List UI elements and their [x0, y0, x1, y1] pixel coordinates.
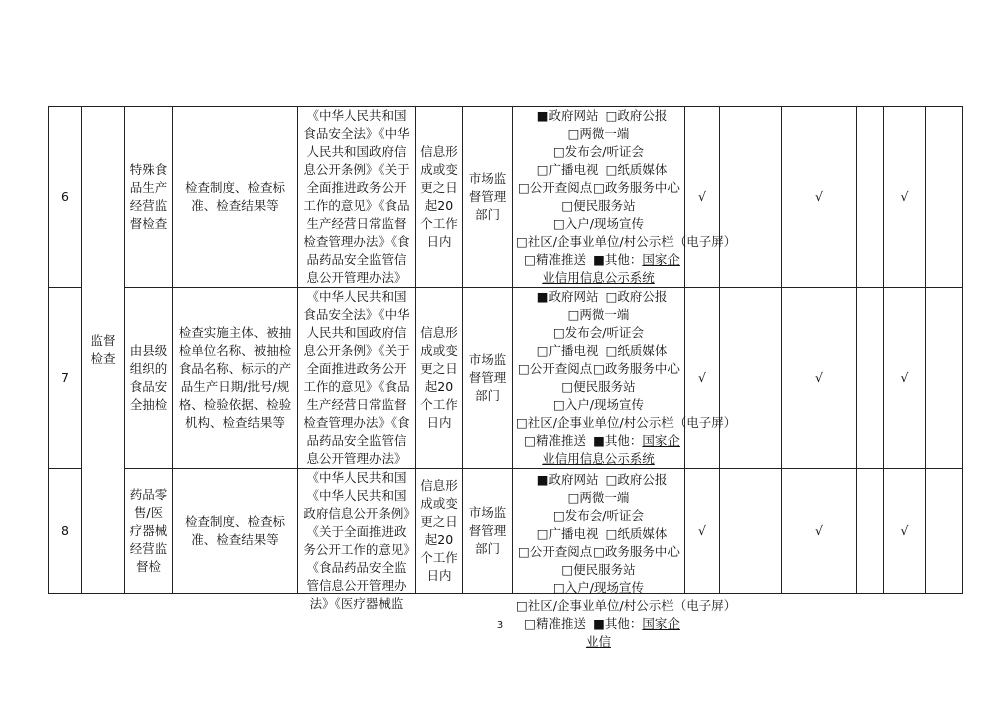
check-col-4: [857, 107, 884, 288]
channel-broadcast: □广播电视: [536, 343, 599, 358]
channel-service-center: □政务服务中心: [593, 544, 680, 559]
channel-two-micro: □两微一端: [567, 126, 630, 141]
channel-broadcast: □广播电视: [536, 162, 599, 177]
channel-gov-site: ■政府网站: [536, 289, 599, 304]
channel-other-label: ■其他：: [593, 616, 643, 631]
check-col-1: √: [685, 107, 720, 288]
basis-text: 《中华人民共和国政府信息公开条例》《关于全面推进政务公开工作的意见》《食品药品安全监管信息公开管理办法》《医疗器械监: [303, 488, 410, 611]
page-number: 3: [496, 620, 504, 631]
check-col-5: √: [884, 469, 926, 594]
channel-gov-site: ■政府网站: [536, 472, 599, 487]
channel-community: □社区/企事业单位/村公示栏（电子屏）: [516, 234, 737, 249]
check-col-5: √: [884, 107, 926, 288]
channel-gov-bulletin: □政府公报: [605, 289, 668, 304]
channel-paper: □纸质媒体: [605, 343, 668, 358]
channel-paper: □纸质媒体: [605, 162, 668, 177]
channel-convenience: □便民服务站: [561, 198, 636, 213]
check-col-5: √: [884, 288, 926, 469]
item-name: 由县级组织的食品安全抽检: [125, 288, 173, 469]
check-col-1: √: [685, 288, 720, 469]
channel-precise: □精准推送: [524, 252, 586, 267]
check-col-3: √: [782, 469, 857, 594]
check-col-1: √: [685, 469, 720, 594]
channel-other-value: 国家企业信用信息公示系统: [542, 252, 680, 285]
category-cell: [82, 107, 125, 594]
channel-press: □发布会/听证会: [552, 144, 645, 159]
channel-convenience: □便民服务站: [561, 379, 636, 394]
channel-community: □社区/企事业单位/村公示栏（电子屏）: [516, 415, 737, 430]
channel-broadcast: □广播电视: [536, 526, 599, 541]
disclosure-channels: [513, 107, 737, 288]
item-name: 药品零售/医疗器械经营监督检: [125, 469, 173, 594]
disclosure-content: 检查实施主体、被抽检单位名称、被抽检食品名称、标示的产品生产日期/批号/规格、检验依据、检验机构、检查结果等: [173, 288, 298, 469]
row-number: 7: [49, 288, 82, 469]
channel-other-value: 国家企业信: [585, 616, 680, 649]
disclosure-period: 信息形成或变更之日起20个工作日内: [416, 107, 463, 288]
channel-precise: □精准推送: [524, 616, 586, 631]
check-col-6: [926, 107, 963, 288]
check-col-6: [926, 288, 963, 469]
disclosure-period: 信息形成或变更之日起20个工作日内: [416, 288, 463, 469]
channel-two-micro: □两微一端: [567, 307, 630, 322]
channel-other-label: ■其他：: [593, 252, 643, 267]
responsible-department: 市场监督管理部门: [463, 469, 513, 594]
channel-press: □发布会/听证会: [552, 508, 645, 523]
check-col-6: [926, 469, 963, 594]
channel-gov-bulletin: □政府公报: [605, 108, 668, 123]
channel-other-value: 国家企业信用信息公示系统: [542, 433, 680, 466]
channel-two-micro: □两微一端: [567, 490, 630, 505]
channel-community: □社区/企事业单位/村公示栏（电子屏）: [516, 598, 737, 613]
table-row: [49, 107, 963, 288]
channel-visit: □入户/现场宣传: [552, 580, 645, 595]
responsible-department: 市场监督管理部门: [463, 288, 513, 469]
channel-service-center: □政务服务中心: [593, 361, 680, 376]
channel-press: □发布会/听证会: [552, 325, 645, 340]
disclosure-channels: [513, 288, 737, 469]
check-col-2: [720, 469, 782, 594]
disclosure-basis: 《中华人民共和国食品安全法》《中华人民共和国政府信息公开条例》《关于全面推进政务公开工作的意见》《食品生产经营日常监督检查管理办法》《食品药品安全监管信息公开管理办法》: [298, 107, 416, 288]
table-row: [49, 288, 963, 469]
check-col-3: √: [782, 107, 857, 288]
channel-public-point: □公开查阅点: [517, 544, 593, 559]
disclosure-channels: [513, 469, 737, 649]
item-name: 特殊食品生产经营监督检查: [125, 107, 173, 288]
disclosure-table: [48, 106, 963, 649]
check-col-2: [720, 288, 782, 469]
disclosure-content: 检查制度、检查标准、检查结果等: [173, 469, 298, 594]
table-row: [49, 469, 963, 594]
channel-gov-site: ■政府网站: [536, 108, 599, 123]
channel-gov-bulletin: □政府公报: [605, 472, 668, 487]
channel-convenience: □便民服务站: [561, 562, 636, 577]
channel-precise: □精准推送: [524, 433, 586, 448]
check-col-4: [857, 288, 884, 469]
disclosure-basis: 《中华人民共和国食品安全法》《中华人民共和国政府信息公开条例》《关于全面推进政务公开工作的意见》《食品生产经营日常监督检查管理办法》《食品药品安全监管信息公开管理办法》: [298, 288, 416, 469]
responsible-department: 市场监督管理部门: [463, 107, 513, 288]
disclosure-period: 信息形成或变更之日起20个工作日内: [416, 469, 463, 594]
check-col-4: [857, 469, 884, 594]
check-col-2: [720, 107, 782, 288]
disclosure-content: 检查制度、检查标准、检查结果等: [173, 107, 298, 288]
disclosure-basis: 《中华人民共和国 《中华人民共和国政府信息公开条例》《关于全面推进政务公开工作的意见》《食品药品安全监管信息公开管理办法》《医疗器械监: [298, 469, 416, 594]
channel-service-center: □政务服务中心: [593, 180, 680, 195]
row-number: 6: [49, 107, 82, 288]
channel-public-point: □公开查阅点: [517, 361, 593, 376]
channel-visit: □入户/现场宣传: [552, 216, 645, 231]
category-label: 监督检查: [90, 333, 116, 366]
channel-public-point: □公开查阅点: [517, 180, 593, 195]
row-number: 8: [49, 469, 82, 594]
channel-paper: □纸质媒体: [605, 526, 668, 541]
channel-visit: □入户/现场宣传: [552, 397, 645, 412]
channel-other-label: ■其他：: [593, 433, 643, 448]
check-col-3: √: [782, 288, 857, 469]
